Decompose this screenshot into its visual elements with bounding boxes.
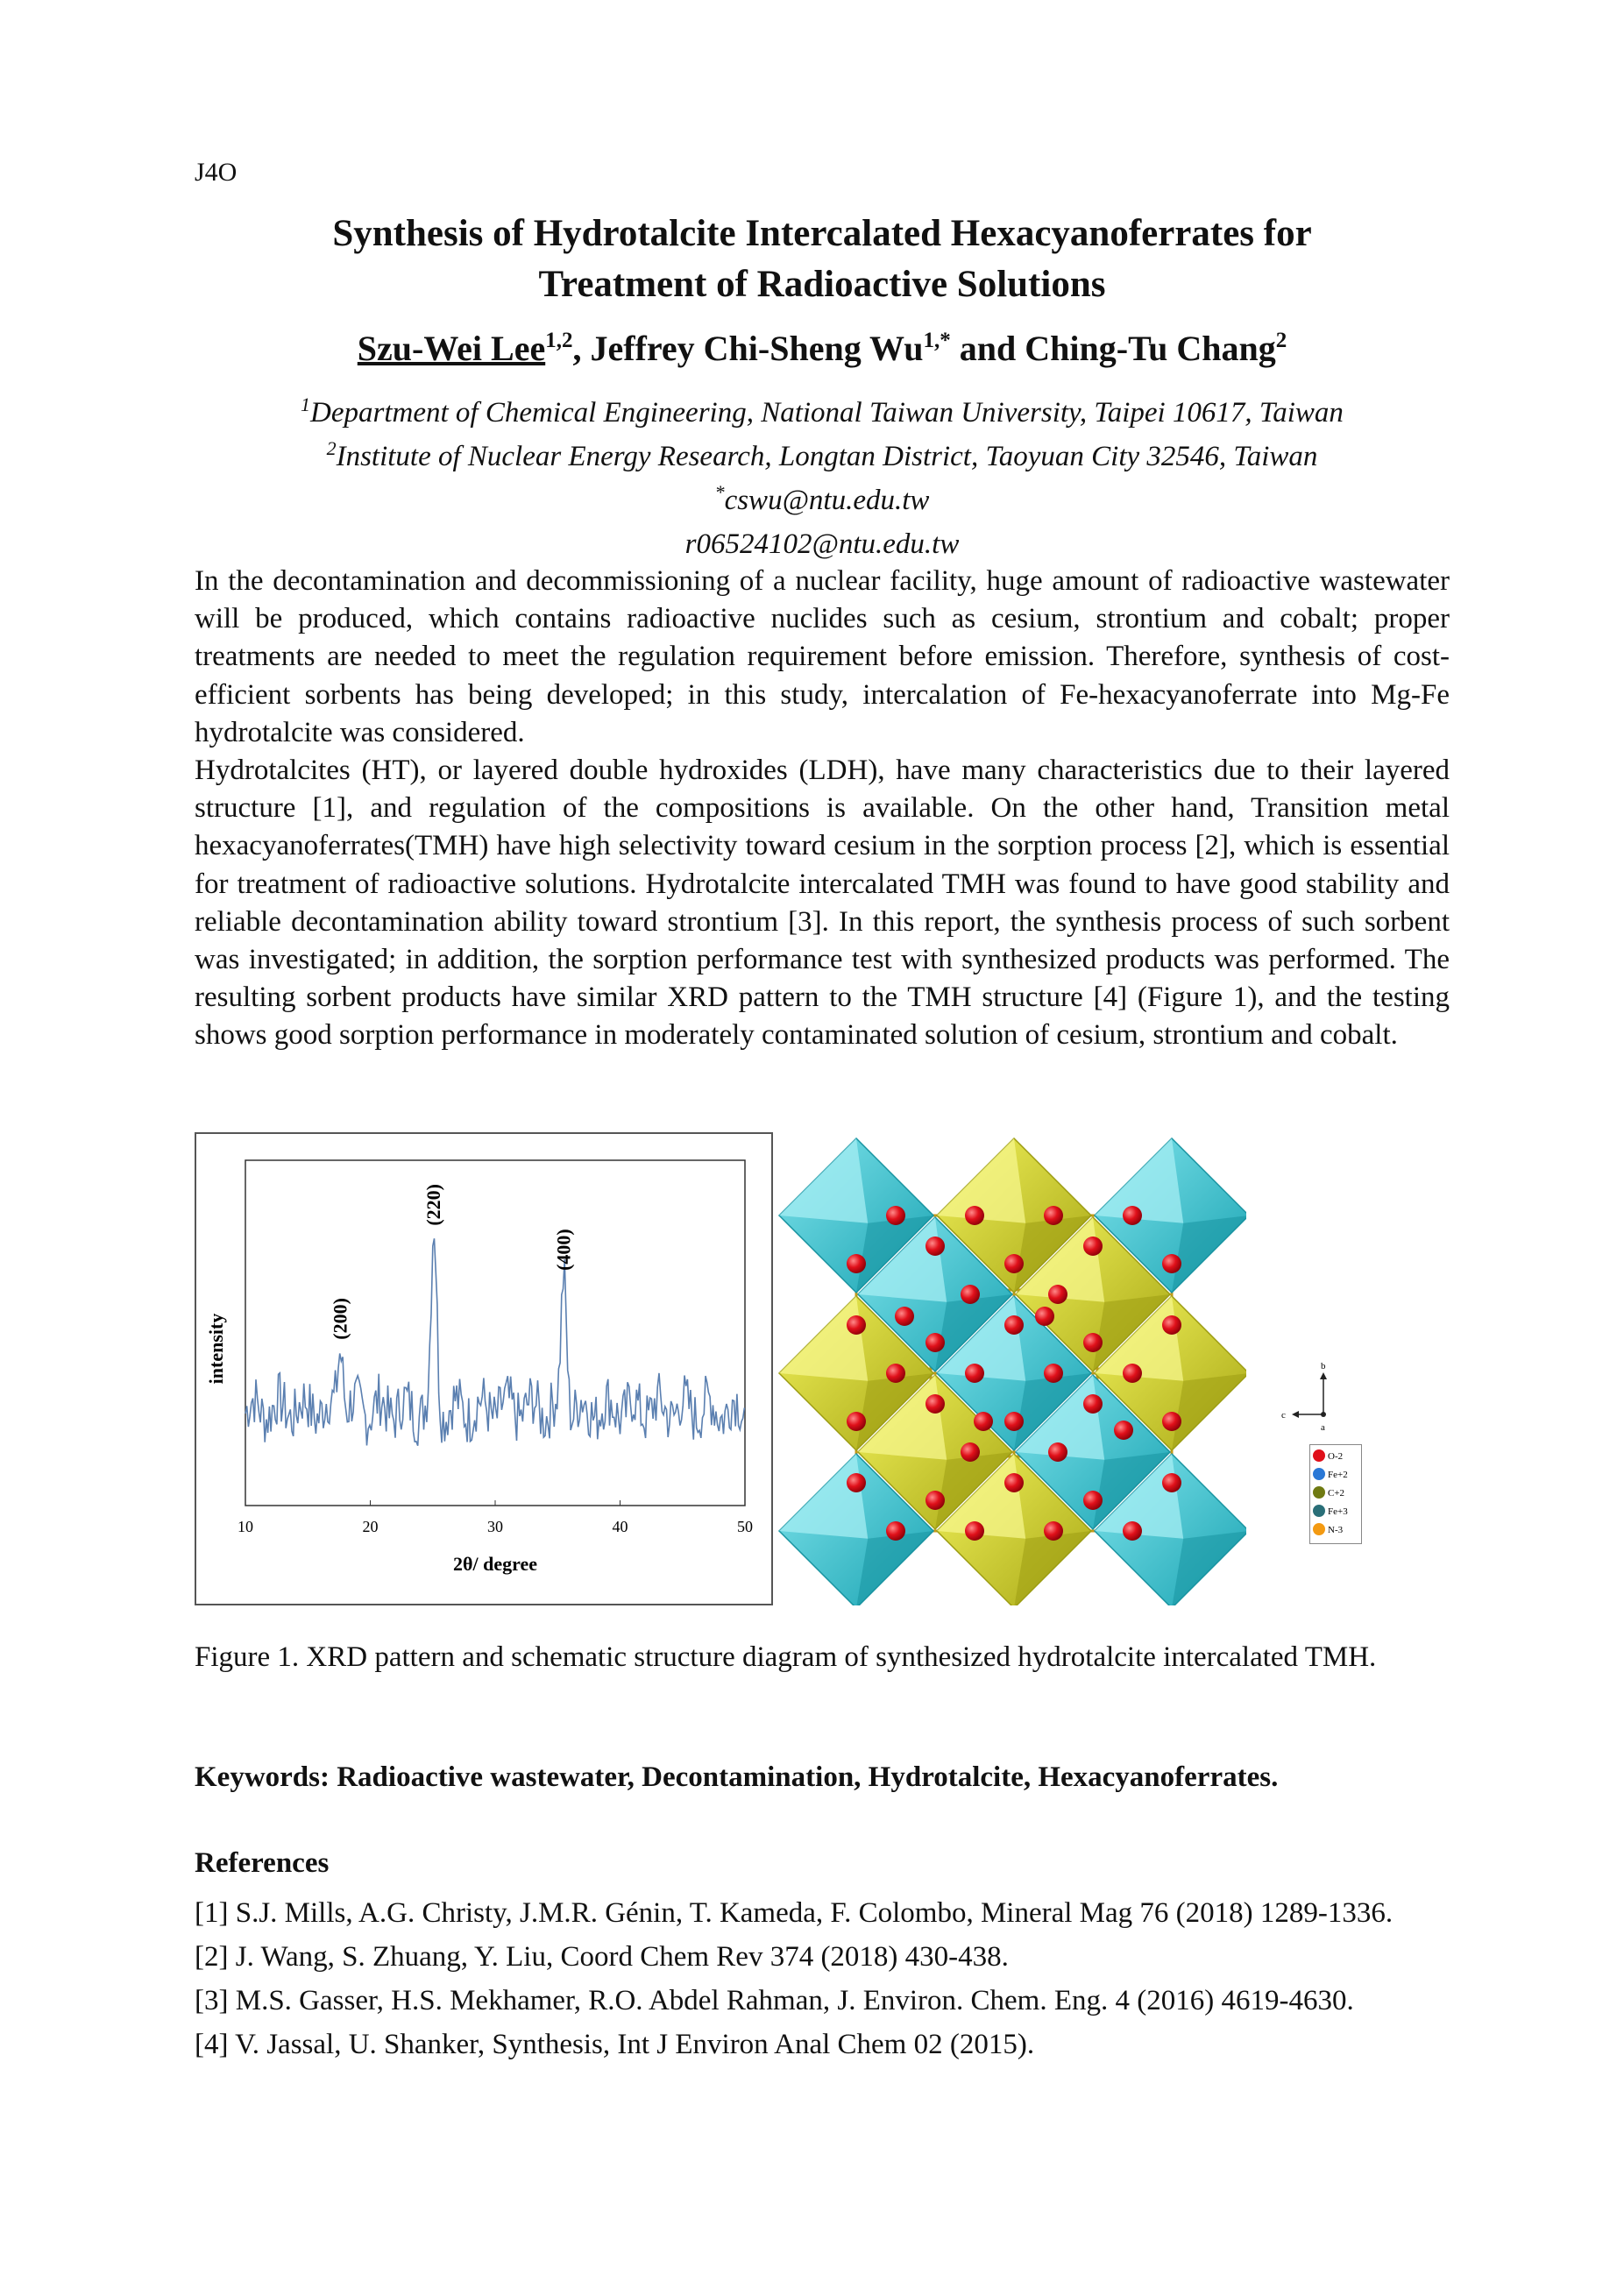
- keywords: Keywords: Radioactive wastewater, Decontamination, Hydrotalcite, Hexacyanoferrates.: [195, 1761, 1279, 1793]
- abstract: [195, 563, 1450, 1055]
- legend-label: N-3: [1328, 1525, 1344, 1535]
- oxygen-atom: [965, 1206, 984, 1225]
- axis-label-c: c: [1281, 1410, 1286, 1421]
- xrd-chart: [196, 1134, 771, 1604]
- oxygen-atom: [1083, 1491, 1103, 1510]
- abstract-paragraph-1: In the decontamination and decommissioning of a nuclear facility, huge amount of radioactive wastewater will be produced, which contains radioactive nuclides such as cesium, strontium and cobalt; proper treatments are needed to meet the regulation requirement before emission. Therefore, synthesis of cost-efficient sorbents has being developed; in this study, intercalation of Fe-hexacyanoferrate into Mg-Fe hydrotalcite was considered.: [195, 565, 1450, 748]
- axis-label-b: b: [1321, 1361, 1326, 1371]
- oxygen-atom: [965, 1364, 984, 1383]
- references-list: [195, 1891, 1450, 2066]
- oxygen-atom: [925, 1491, 945, 1510]
- oxygen-atom: [974, 1412, 993, 1431]
- oxygen-atom: [1123, 1206, 1142, 1225]
- x-tick-label: 20: [362, 1518, 379, 1535]
- author-2: Jeffrey Chi-Sheng Wu: [590, 329, 924, 368]
- author-3: Ching-Tu Chang: [1025, 329, 1276, 368]
- affiliation-2: $^2$Institute of Nuclear Energy Research, Longtan District, Taoyuan City 32546, Taiwan: [326, 437, 1318, 472]
- abstract-paragraph-2: Hydrotalcites (HT), or layered double hydroxides (LDH), have many characteristics due to their layered structure [1], and regulation of the compositions is available. On the other hand, Transition metal hexacyanoferrates(TMH) have high selectivity toward cesium in the sorption process [2], which is essential for treatment of radioactive solutions. Hydrotalcite intercalated TMH was found to have good stability and reliable decontamination ability toward strontium [3]. In this report, the synthesis process of such sorbent was investigated; in addition, the sorption performance test with synthesized products was performed. The resulting sorbent products have similar XRD pattern to the TMH structure [4] (Figure 1), and the testing shows good sorption performance in moderately contaminated solution of cesium, strontium and cobalt.: [195, 755, 1450, 1052]
- author-3-affil: 2: [1275, 329, 1287, 352]
- peak-label: (400): [552, 1229, 575, 1271]
- legend-swatch: [1313, 1523, 1325, 1535]
- x-tick-label: 30: [487, 1518, 503, 1535]
- legend-swatch: [1313, 1449, 1325, 1462]
- oxygen-atom: [895, 1307, 914, 1326]
- oxygen-atom: [847, 1254, 866, 1273]
- email-1: *cswu@ntu.edu.tw: [714, 481, 930, 516]
- oxygen-atom: [1035, 1307, 1054, 1326]
- axis-triad: [1271, 1360, 1341, 1439]
- email-2: r06524102@ntu.edu.tw: [684, 528, 960, 560]
- oxygen-atom: [1114, 1421, 1133, 1440]
- title-line-1: Synthesis of Hydrotalcite Intercalated Hexacyanoferrates for: [332, 213, 1312, 254]
- author-sep: ,: [572, 329, 591, 368]
- legend-label: O-2: [1328, 1451, 1344, 1462]
- crystal-structure-diagram: [773, 1132, 1246, 1605]
- oxygen-atom: [925, 1394, 945, 1414]
- oxygen-atom: [1048, 1442, 1067, 1462]
- oxygen-atom: [1123, 1364, 1142, 1383]
- oxygen-atom: [886, 1364, 905, 1383]
- author-1: Szu-Wei Lee: [357, 329, 546, 368]
- oxygen-atom: [1004, 1473, 1024, 1492]
- oxygen-atom: [1004, 1412, 1024, 1431]
- oxygen-atom: [1083, 1333, 1103, 1352]
- oxygen-atom: [1123, 1521, 1142, 1541]
- oxygen-atom: [1083, 1394, 1103, 1414]
- peak-label: (220): [422, 1184, 445, 1226]
- reference-item: [1] S.J. Mills, A.G. Christy, J.M.R. Génin, T. Kameda, F. Colombo, Mineral Mag 76 (2018) 1289-1336.: [195, 1897, 1394, 1929]
- paper-title: [195, 209, 1450, 310]
- oxygen-atom: [847, 1473, 866, 1492]
- x-tick-label: 10: [238, 1518, 253, 1535]
- affiliation-1: $^1$Department of Chemical Engineering, National Taiwan University, Taipei 10617, Taiwan: [301, 393, 1344, 429]
- plot-frame: [245, 1160, 745, 1506]
- oxygen-atom: [886, 1206, 905, 1225]
- oxygen-atom: [886, 1521, 905, 1541]
- author-sep: and: [950, 329, 1025, 368]
- title-line-2: Treatment of Radioactive Solutions: [538, 264, 1106, 305]
- x-tick-label: 40: [612, 1518, 628, 1535]
- oxygen-atom: [1048, 1285, 1067, 1304]
- legend-swatch: [1313, 1486, 1325, 1499]
- oxygen-atom: [1044, 1521, 1063, 1541]
- reference-item: [2] J. Wang, S. Zhuang, Y. Liu, Coord Chem Rev 374 (2018) 430-438.: [195, 1941, 1009, 1973]
- oxygen-atom: [1044, 1364, 1063, 1383]
- x-tick-label: 50: [737, 1518, 753, 1535]
- crystal-structure-figure: [773, 1132, 1246, 1605]
- oxygen-atom: [1162, 1473, 1181, 1492]
- figure-caption: Figure 1. XRD pattern and schematic structure diagram of synthesized hydrotalcite intercalated TMH.: [195, 1641, 1377, 1673]
- x-axis-label: 2θ/ degree: [453, 1553, 537, 1575]
- references-heading: References: [195, 1847, 330, 1879]
- oxygen-atom: [925, 1237, 945, 1256]
- reference-item: [4] V. Jassal, U. Shanker, Synthesis, Int J Environ Anal Chem 02 (2015).: [195, 2029, 1035, 2060]
- author-2-affil: 1,*: [923, 329, 951, 352]
- peak-label: (200): [329, 1298, 351, 1340]
- legend-swatch: [1313, 1468, 1325, 1480]
- legend-swatch: [1313, 1505, 1325, 1517]
- oxygen-atom: [1004, 1254, 1024, 1273]
- atom-legend-items: [1310, 1445, 1361, 1543]
- oxygen-atom: [847, 1315, 866, 1335]
- author-list: [195, 326, 1450, 372]
- oxygen-atom: [1162, 1412, 1181, 1431]
- oxygen-atom: [961, 1285, 980, 1304]
- atom-legend: [1309, 1444, 1362, 1544]
- oxygen-atom: [1004, 1315, 1024, 1335]
- xrd-figure: [195, 1132, 773, 1605]
- legend-label: C+2: [1328, 1488, 1345, 1499]
- xrd-series-line: [245, 1238, 744, 1445]
- oxygen-atom: [847, 1412, 866, 1431]
- oxygen-atom: [961, 1442, 980, 1462]
- oxygen-atom: [925, 1333, 945, 1352]
- oxygen-atom: [1162, 1315, 1181, 1335]
- y-axis-label: intensity: [205, 1313, 227, 1385]
- oxygen-atom: [1083, 1237, 1103, 1256]
- legend-label: Fe+2: [1328, 1470, 1348, 1480]
- legend-label: Fe+3: [1328, 1506, 1348, 1517]
- affiliations: [195, 391, 1450, 566]
- author-1-affil: 1,2: [545, 329, 573, 352]
- oxygen-atom: [1162, 1254, 1181, 1273]
- paper-code: J4O: [195, 158, 238, 187]
- oxygen-atom: [1044, 1206, 1063, 1225]
- axis-label-a: a: [1321, 1422, 1325, 1433]
- oxygen-atom: [965, 1521, 984, 1541]
- reference-item: [3] M.S. Gasser, H.S. Mekhamer, R.O. Abdel Rahman, J. Environ. Chem. Eng. 4 (2016) 4619-4630.: [195, 1985, 1354, 2016]
